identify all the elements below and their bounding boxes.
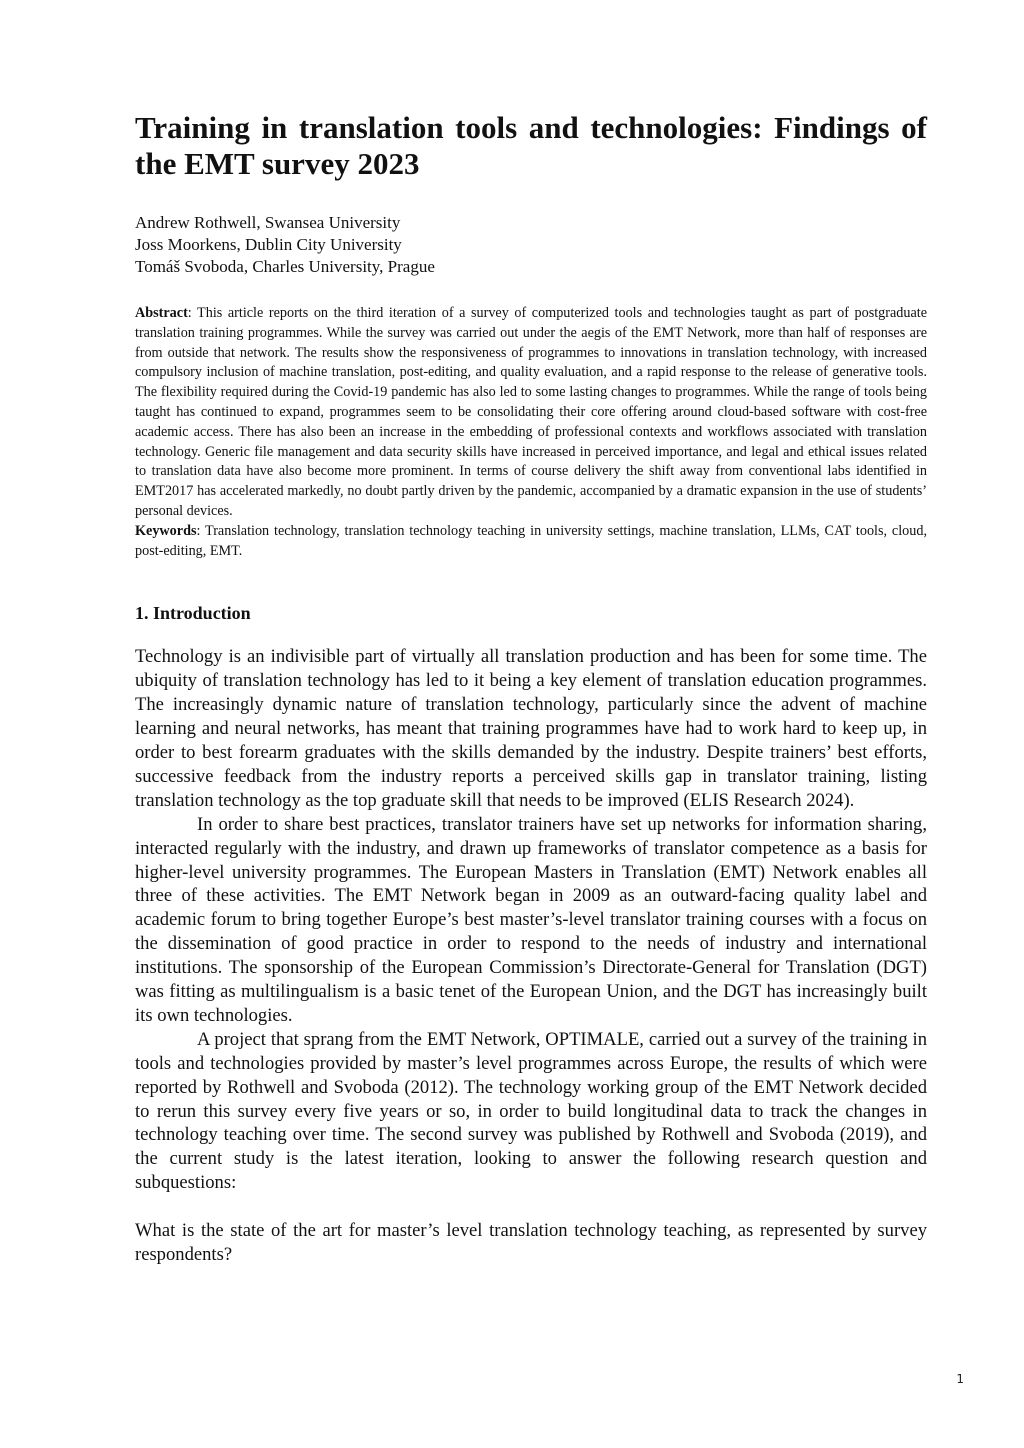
abstract (135, 304, 927, 522)
research-question: What is the state of the art for master’s level translation technology teaching, as represented by survey respondents? (135, 1220, 927, 1266)
author-line: Joss Moorkens, Dublin City University (135, 235, 402, 254)
paper-title: Training in translation tools and technologies: Findings of the EMT survey 2023 (135, 110, 927, 181)
body-paragraph: Technology is an indivisible part of virtually all translation production and has been for some time. The ubiquity of translation technology has led to it being a key element of translation education programmes. The increasingly dynamic nature of translation technology, particularly since the advent of machine learning and neural networks, has meant that training programmes have had to work hard to keep up, in order to best forearm graduates with the skills demanded by the industry. Despite trainers’ best efforts, successive feedback from the industry reports a perceived skills gap in translator training, listing translation technology as the top graduate skill that needs to be improved (ELIS Research 2024). (135, 646, 927, 811)
author-list (135, 212, 927, 278)
keywords-label: Keywords (135, 522, 197, 539)
introduction-body (135, 645, 927, 1195)
author-line: Tomáš Svoboda, Charles University, Prague (135, 257, 435, 276)
abstract-label: Abstract (135, 305, 188, 321)
keywords (135, 522, 927, 562)
body-paragraph: In order to share best practices, translator trainers have set up networks for information sharing, interacted regularly with the industry, and drawn up frameworks of translator competence as a basis for higher-level university programmes. The European Masters in Translation (EMT) Network enables all three of these activities. The EMT Network began in 2009 as an outward-facing quality label and academic forum to bring together Europe’s best master’s-level translator training courses with a focus on the dissemination of good practice in order to respond to the needs of industry and international institutions. The sponsorship of the European Commission’s Directorate-General for Translation (DGT) was fitting as multilingualism is a basic tenet of the European Union, and the DGT has increasingly built its own technologies. (135, 813, 927, 1026)
body-paragraph: A project that sprang from the EMT Network, OPTIMALE, carried out a survey of the training in tools and technologies provided by master’s level programmes across Europe, the results of which were reported by Rothwell and Svoboda (2012). The technology working group of the EMT Network decided to rerun this survey every five years or so, in order to build longitudinal data to track the changes in technology teaching over time. The second survey was published by Rothwell and Svoboda (2019), and the current study is the latest iteration, looking to answer the following research question and subquestions: (135, 1028, 927, 1194)
page-number: 1 (956, 1372, 964, 1386)
abstract-text: : This article reports on the third iteration of a survey of computerized tools and technologies taught as part of postgraduate translation training programmes. While the survey was carried out under the aegis of the EMT Network, more than half of responses are from outside that network. The results show the responsiveness of programmes to innovations in translation technology, with increased compulsory inclusion of machine translation, post-editing, and quality evaluation, and a rapid response to the release of generative tools. The flexibility required during the Covid-19 pandemic has also led to some lasting changes to programmes. While the range of tools being taught has continued to expand, programmes seem to be consolidating their core offering around cloud-based software with cost-free academic access. There has also been an increase in the embedding of professional contexts and workflows associated with translation technology. Generic file management and data security skills have increased in perceived importance, and legal and ethical issues related to translation data have also become more prominent. In terms of course delivery the shift away from conventional labs identified in EMT2017 has accelerated markedly, no doubt partly driven by the pandemic, accompanied by a dramatic expansion in the use of students’ personal devices. (135, 305, 927, 519)
author-line: Andrew Rothwell, Swansea University (135, 213, 401, 232)
paper-content (135, 110, 927, 1286)
keywords-text: : Translation technology, translation technology teaching in university settings, machine translation, LLMs, CAT tools, cloud, post-editing, EMT. (135, 522, 927, 559)
section-heading-introduction: 1. Introduction (135, 603, 251, 624)
